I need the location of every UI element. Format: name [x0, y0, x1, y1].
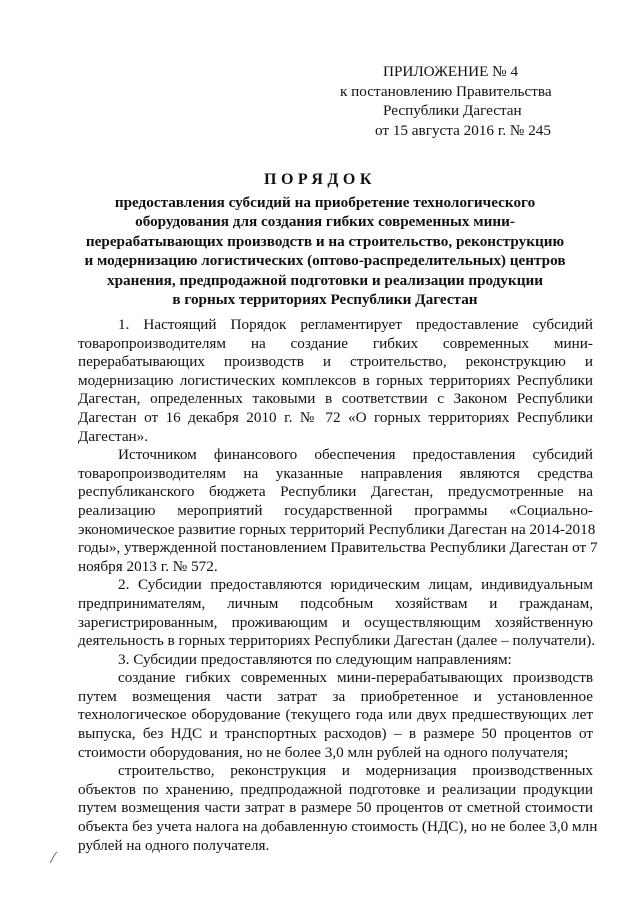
appendix-number: ПРИЛОЖЕНИЕ № 4 [383, 63, 519, 80]
text-line: Дагестан». [78, 427, 149, 445]
text-line: рублей на одного получателя. [78, 836, 270, 854]
text-line: путем возмещения части затрат в размере 50 процентов от сметной стоимости [78, 799, 593, 817]
document-body [78, 316, 598, 855]
paragraph-2 [78, 576, 596, 650]
paragraph-direction-1 [78, 669, 593, 762]
appendix-date: от 15 августа 2016 г. № 245 [375, 121, 551, 139]
text-line: стоимости оборудования, но не более 3,0 млн рублей на одного получателя; [78, 743, 569, 761]
subtitle-line: предоставления субсидий на приобретение технологического [114, 194, 536, 211]
subtitle-line: хранения, предпродажной подготовки и реализации продукции [107, 271, 543, 289]
text-line: зарегистрированным, проживающим и осуществляющим хозяйственную [78, 613, 593, 631]
paragraph-1 [78, 316, 593, 446]
text-line: годы», утвержденной постановлением Правительства Республики Дагестан от 7 [78, 539, 598, 557]
appendix-resolution: к постановлению Правительства [340, 82, 552, 100]
text-line: Дагестан, определенных таковыми в соответствии с Законом Республики [78, 390, 593, 408]
appendix-republic: Республики Дагестан [383, 102, 522, 120]
text-line: модернизацию логистических комплексов в горных территориях Республики [78, 371, 593, 389]
text-line: предпринимателям, личным подсобным хозяйствам и гражданам, [78, 594, 593, 612]
scan-mark [48, 850, 60, 864]
text-line: республиканского бюджета Республики Дагестан, предусмотренные на [78, 483, 593, 501]
subtitle-line: в горных территориях Республики Дагестан [172, 291, 478, 309]
document-subtitle [80, 193, 570, 309]
subtitle-line: и модернизацию логистических (оптово-распределительных) центров [84, 252, 566, 270]
text-line: реализацию мероприятий государственной программы «Социально- [78, 501, 593, 519]
text-line: объекта без учета налога на добавленную стоимость (НДС), но не более 3,0 млн [78, 818, 598, 836]
text-line: экономическое развитие горных территорий Республики Дагестан на 2014-2018 [78, 520, 596, 538]
subtitle-line: оборудования для создания гибких современных мини- [135, 213, 515, 231]
document-title: ПОРЯДОК [264, 171, 376, 188]
paragraph-funding [78, 446, 598, 576]
appendix-header [340, 62, 590, 140]
text-line: деятельность в горных территориях Республики Дагестан (далее – получатели). [78, 632, 596, 650]
text-line: 3. Субсидии предоставляются по следующим направлениям: [118, 650, 512, 668]
paragraph-direction-2 [78, 762, 598, 855]
text-line: товаропроизводителям на создание гибких современных мини- [78, 334, 593, 352]
text-line: перерабатывающих производств и строительство, реконструкцию и [78, 353, 593, 371]
text-line: Источником финансового обеспечения предоставления субсидий [118, 446, 593, 464]
text-line: ноября 2013 г. № 572. [78, 557, 218, 575]
text-line: 1. Настоящий Порядок регламентирует предоставление субсидий [118, 316, 593, 333]
text-line: создание гибких современных мини-перерабатывающих производств [118, 669, 593, 687]
text-line: товаропроизводителям на указанные направления являются средства [78, 464, 593, 482]
text-line: объектов по хранению, предпродажной подготовке и реализации продукции [78, 780, 593, 798]
text-line: Дагестан от 16 декабря 2010 г. № 72 «О горных территориях Республики [78, 408, 593, 426]
text-line: технологическое оборудование (текущего года или двух предшествующих лет [78, 706, 593, 724]
text-line: 2. Субсидии предоставляются юридическим лицам, индивидуальным [118, 576, 593, 594]
subtitle-line: перерабатывающих производств и на строительство, реконструкцию [85, 232, 565, 250]
text-line: строительство, реконструкция и модернизация производственных [118, 762, 593, 780]
text-line: выпуска, без НДС и транспортных расходов) – в размере 50 процентов от [78, 725, 593, 743]
text-line: путем возмещения части затрат за приобретенное и установленное [78, 687, 593, 705]
paragraph-3 [78, 651, 593, 670]
